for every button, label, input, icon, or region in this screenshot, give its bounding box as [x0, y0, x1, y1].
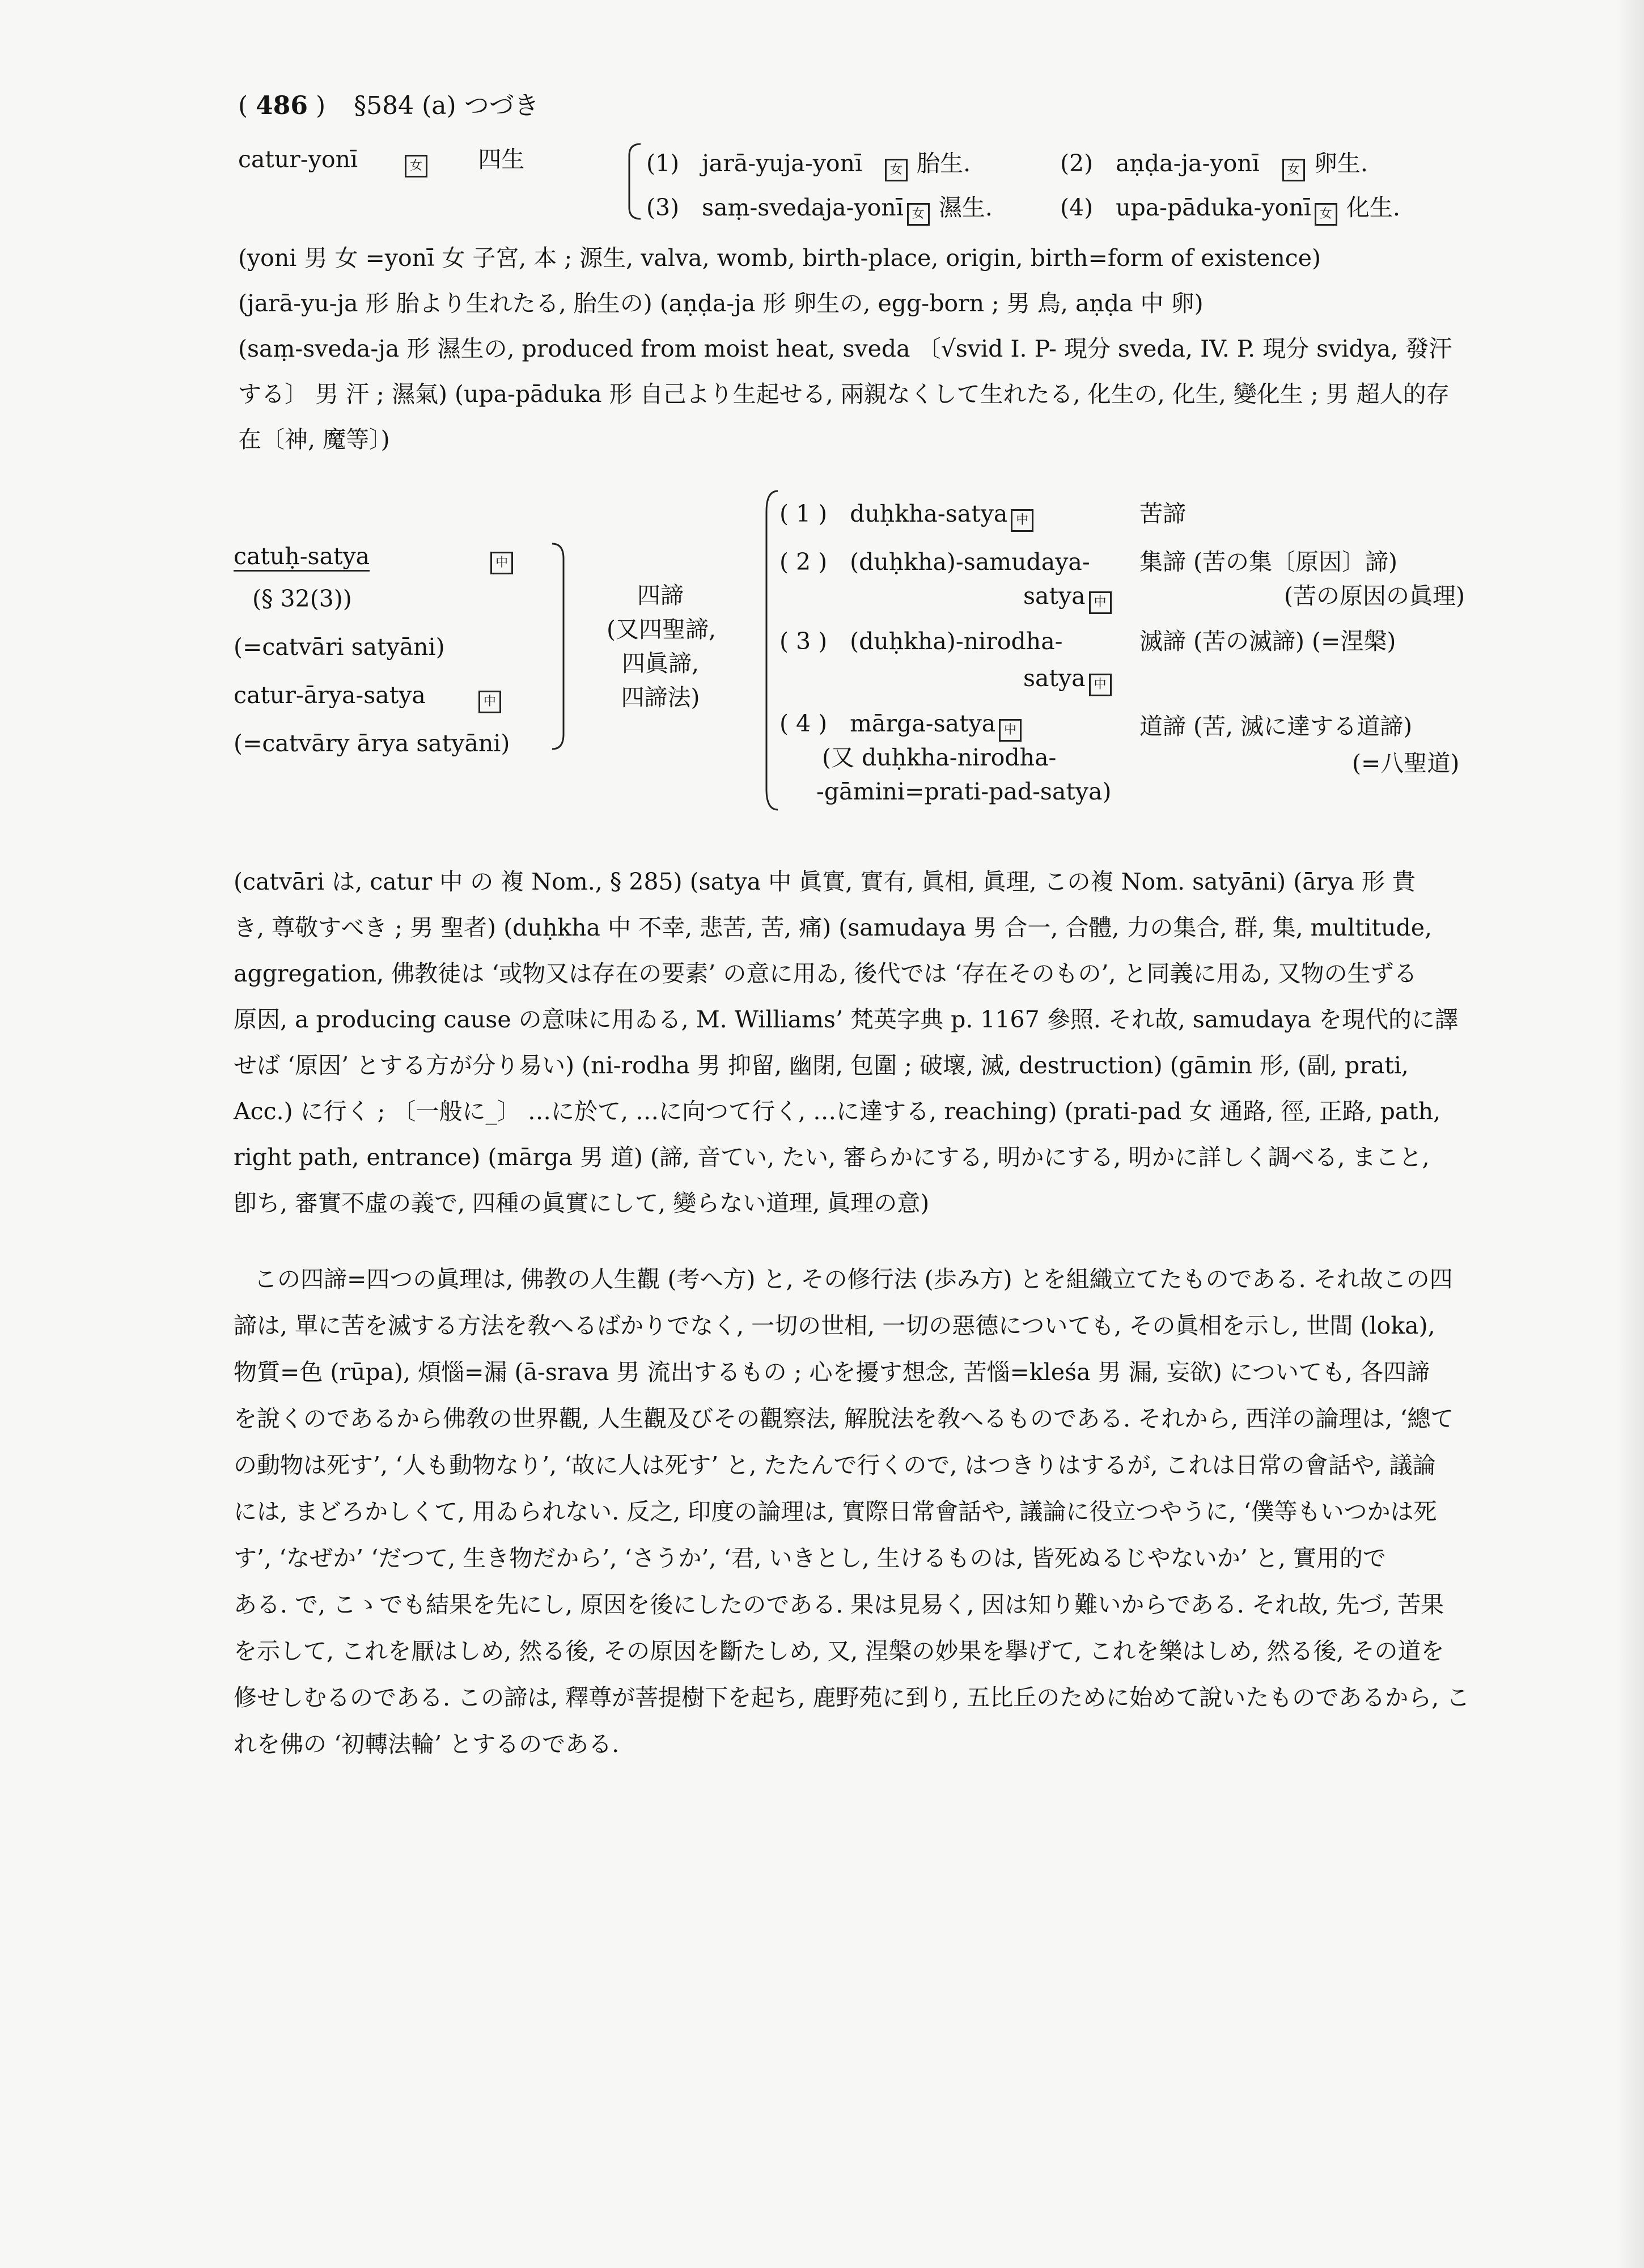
yoni-item-4: (4) upa-pāduka-yonī 女 化生.: [1060, 193, 1400, 226]
note-line: き, 尊敬すべき ; 男 聖者) (duḥkha 中 不幸, 悲苦, 苦, 痛) (samudaya 男 合一, 合體, 力の集合, 群, 集, multitude,: [234, 914, 1433, 941]
satya-gloss-2: 集諦 (苦の集〔原因〕諦): [1139, 548, 1398, 576]
note-line: (saṃ-sveda-ja 形 濕生の, produced from moist heat, sveda 〔√svid I. P- 現分 sveda, IV. P. 現分 svidya, 發汗: [238, 335, 1452, 362]
note-line: せば ‘原因’ とする方が分り易い) (ni-rodha 男 抑留, 幽閉, 包圍 ; 破壞, 滅, destruction) (gāmin 形, (副, prati,: [234, 1052, 1409, 1079]
satya-item-4c: -gāmini=prati-pad-satya): [816, 778, 1112, 805]
yoni-item-3: (3) saṃ-svedaja-yonī 女 濕生.: [646, 193, 993, 226]
body-line: 諦は, 單に苦を滅する方法を敎へるばかりでなく, 一切の世相, 一切の惡德についても, その眞相を示し, 世間 (loka),: [234, 1312, 1435, 1339]
yoni-item-1: (1) jarā-yuja-yonī 女 胎生.: [646, 149, 971, 181]
note-line: 原因, a producing cause の意味に用ゐる, M. Williams’ 梵英字典 p. 1167 參照. それ故, samudaya を現代的に譯: [234, 1006, 1458, 1033]
note-line: (yoni 男 女 =yonī 女 子宮, 本 ; 源生, valva, womb, birth-place, origin, birth=form of existence): [238, 244, 1321, 272]
notes-satya: [234, 859, 1492, 1226]
satya-item-4: ( 4 ) mārga-satya 中: [779, 709, 1025, 742]
page-header: ( 486 ) §584 (a) つづき: [238, 91, 539, 120]
body-line: この四諦=四つの眞理は, 佛教の人生觀 (考へ方) と, その修行法 (歩み方) とを組織立てたものである. それ故この四: [254, 1266, 1453, 1293]
grammar-mark: 女: [405, 155, 427, 177]
yoni-item-2: (2) aṇḍa-ja-yonī 女 卵生.: [1060, 149, 1368, 181]
body-line: には, まどろかしくて, 用ゐられない. 反之, 印度の論理は, 實際日常會話や, 議論に役立つやうに, ‘僕等もいつかは死: [234, 1498, 1437, 1525]
yoni-term: catur-yonī 女 四生: [238, 145, 524, 177]
body-line: 物質=色 (rūpa), 煩惱=漏 (ā-srava 男 流出するもの ; 心を擾す想念, 苦惱=kleśa 男 漏, 妄欲) についても, 各四諦: [234, 1359, 1430, 1386]
note-line: aggregation, 佛教徒は ‘或物又は存在の要素’ の意に用ゐ, 後代では ‘存在そのもの’, と同義に用ゐ, 又物の生ずる: [234, 960, 1417, 987]
satya-gloss-3: 滅諦 (苦の滅諦) (=涅槃): [1139, 628, 1396, 655]
body-paragraph: [234, 1256, 1492, 1767]
body-line: の動物は死す’, ‘人も動物なり’, ‘故に人は死す’ と, たたんで行くので, はつきりはするが, これは日常の會話や, 議論: [234, 1452, 1436, 1479]
note-line: する〕 男 汗 ; 濕氣) (upa-pāduka 形 自己より生起せる, 兩親なくして生れたる, 化生の, 化生, 變化生 ; 男 超人的存: [238, 380, 1450, 408]
body-line: ある. で, こゝでも結果を先にし, 原因を後にしたのである. 果は見易く, 因は知り難いからである. それ故, 先づ, 苦果: [234, 1591, 1444, 1618]
satya-gloss-2b: (苦の原因の眞理): [1284, 582, 1465, 610]
yoni-brace: [624, 142, 643, 221]
satya-open-brace: [760, 489, 780, 812]
note-line: 卽ち, 審實不虛の義で, 四種の眞實にして, 變らない道理, 眞理の意): [234, 1190, 930, 1217]
satya-item-3: ( 3 ) (duḥkha)-nirodha-: [779, 628, 1063, 655]
satya-item-4b: (又 duḥkha-nirodha-: [822, 744, 1057, 771]
satya-item-1: ( 1 ) duḥkha-satya 中: [779, 499, 1037, 532]
body-line: 修せしむるのである. この諦は, 釋尊が菩提樹下を起ち, 鹿野苑に到り, 五比丘のために始めて說いたものであるから, こ: [234, 1684, 1470, 1711]
note-line: Acc.) に行く ; 〔一般に_〕 …に於て, …に向つて行く, …に達する, reaching) (prati-pad 女 通路, 徑, 正路, path,: [234, 1098, 1441, 1125]
body-line: を說くのであるから佛敎の世界觀, 人生觀及びその觀察法, 解脫法を敎へるものである. それから, 西洋の論理は, ‘總て: [234, 1405, 1454, 1432]
satya-item-2: ( 2 ) (duḥkha)-samudaya-: [779, 548, 1090, 576]
body-line: を示して, これを厭はしめ, 然る後, その原因を斷たしめ, 又, 涅槃の妙果を擧げて, これを樂はしめ, 然る後, その道を: [234, 1637, 1444, 1665]
satya-gloss-4: 道諦 (苦, 滅に達する道諦): [1139, 713, 1413, 740]
body-line: す’, ‘なぜか’ ‘だつて, 生き物だから’, ‘さうか’, ‘君, いきとし, 生けるものは, 皆死ぬるじやないか’ と, 實用的で: [234, 1545, 1386, 1572]
satya-gloss-1: 苦諦: [1139, 500, 1186, 527]
notes-yoni: [238, 235, 1491, 462]
note-line: 在〔神, 魔等〕): [238, 426, 390, 453]
satya-item-3b: satya 中: [1023, 663, 1115, 696]
page-number: 486: [256, 91, 308, 120]
satya-term-1: catuḥ-satya 中: [234, 541, 516, 574]
satya-middle: 四諦 (又四聖諦, 四眞諦, 四諦法): [607, 582, 717, 711]
satya-item-2b: satya 中: [1023, 581, 1115, 614]
note-line: (catvāri は, catur 中 の 複 Nom., § 285) (satya 中 眞實, 實有, 眞相, 眞理, この複 Nom. satyāni) (ārya 形 貴: [234, 868, 1416, 895]
satya-gloss-4b: (=八聖道): [1352, 750, 1460, 777]
satya-ref: (§ 32(3)): [252, 585, 352, 612]
satya-close-brace: [550, 541, 567, 751]
scan-shadow-edge: [1617, 0, 1644, 2268]
satya-eq-2: (=catvāry ārya satyāni): [234, 730, 510, 757]
satya-term-2: catur-ārya-satya 中: [234, 680, 505, 713]
satya-eq-1: (=catvāri satyāni): [234, 633, 445, 661]
body-line: れを佛の ‘初轉法輪’ とするのである.: [234, 1730, 620, 1758]
note-line: (jarā-yu-ja 形 胎より生れたる, 胎生の) (aṇḍa-ja 形 卵生の, egg-born ; 男 鳥, aṇḍa 中 卵): [238, 290, 1204, 317]
note-line: right path, entrance) (mārga 男 道) (諦, 音てい, たい, 審らかにする, 明かにする, 明かに詳しく調べる, まこと,: [234, 1144, 1430, 1171]
section-heading: §584 (a) つづき: [354, 91, 539, 120]
